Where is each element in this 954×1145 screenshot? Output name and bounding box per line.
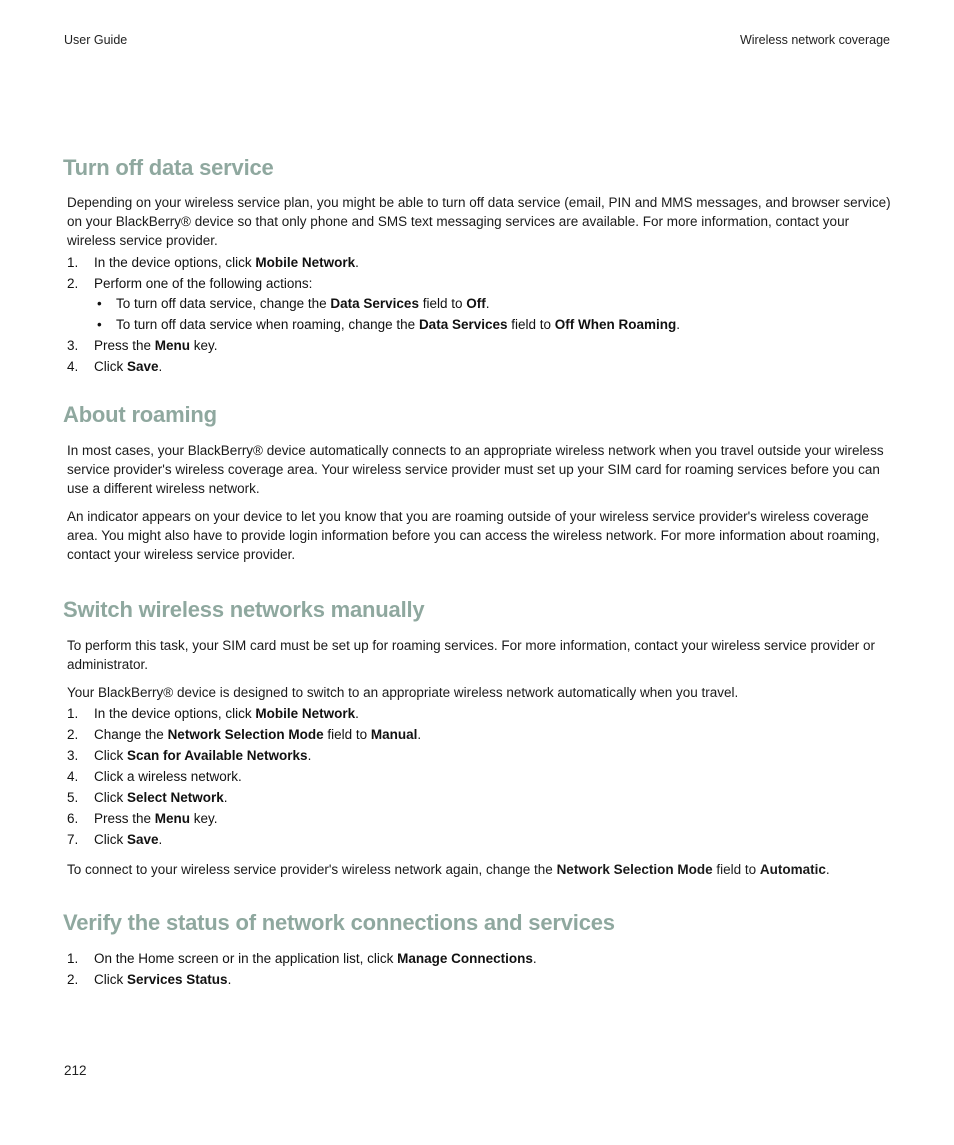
list-item: 2. Click Services Status. bbox=[67, 972, 232, 987]
list-item: 5. Click Select Network. bbox=[67, 790, 228, 805]
steps-list bbox=[63, 703, 892, 850]
running-header-left: User Guide bbox=[64, 33, 128, 47]
section-heading: Turn off data service bbox=[63, 155, 274, 180]
running-header-right: Wireless network coverage bbox=[739, 33, 890, 47]
steps-list bbox=[63, 252, 892, 377]
paragraph: In most cases, your BlackBerry® device automatically connects to an appropriate wireless network when you travel outside your wireless service provider's wireless coverage area. Your wireless service provider must set up your SIM card for roaming services before you can use a different wireless network. bbox=[67, 443, 884, 496]
list-item: 1. In the device options, click Mobile Network. bbox=[67, 255, 359, 270]
section-heading: Switch wireless networks manually bbox=[63, 597, 425, 622]
paragraph: An indicator appears on your device to let you know that you are roaming outside of your wireless service provider's wireless coverage area. You might also have to provide login information before you can access the wireless network. For more information about roaming, contact your wireless service provider. bbox=[67, 509, 880, 562]
list-item: 7. Click Save. bbox=[67, 832, 163, 847]
section-turn-off-data-service bbox=[63, 155, 892, 377]
list-item: 2. Perform one of the following actions: • To turn off data service, change the Data Services field to Off. • To turn off data service when roaming, change the Data Services field to Off When Roaming. bbox=[67, 273, 892, 335]
paragraph: To perform this task, your SIM card must be set up for roaming services. For more information, contact your wireless service provider or administrator. bbox=[67, 638, 876, 672]
section-verify-status bbox=[63, 910, 892, 990]
bullet-item: • To turn off data service when roaming, change the Data Services field to Off When Roaming. bbox=[94, 315, 892, 336]
list-item: 3. Click Scan for Available Networks. bbox=[67, 748, 312, 763]
list-item: 4. Click Save. bbox=[67, 359, 163, 374]
section-heading: Verify the status of network connections and services bbox=[63, 910, 615, 935]
bullet-item: • To turn off data service, change the Data Services field to Off. bbox=[94, 294, 892, 315]
list-item: 4. Click a wireless network. bbox=[67, 769, 242, 784]
bullet-list bbox=[94, 294, 892, 335]
steps-list bbox=[63, 948, 892, 990]
list-item: 1. On the Home screen or in the application list, click Manage Connections. bbox=[67, 951, 537, 966]
closing-paragraph: To connect to your wireless service provider's wireless network again, change the Network Selection Mode field to Automatic. bbox=[67, 862, 830, 877]
intro-paragraph: Depending on your wireless service plan, you might be able to turn off data service (email, PIN and MMS messages, and browser service) on your BlackBerry® device so that only phone and SMS text messaging services are available. For more information, contact your wireless service provider. bbox=[67, 195, 891, 248]
list-item: 3. Press the Menu key. bbox=[67, 338, 218, 353]
list-item: 1. In the device options, click Mobile Network. bbox=[67, 706, 359, 721]
list-item: 6. Press the Menu key. bbox=[67, 811, 218, 826]
list-item: 2. Change the Network Selection Mode field to Manual. bbox=[67, 727, 422, 742]
page-number: 212 bbox=[64, 1063, 87, 1078]
paragraph: Your BlackBerry® device is designed to switch to an appropriate wireless network automatically when you travel. bbox=[67, 685, 739, 700]
section-switch-networks-manually bbox=[63, 597, 892, 879]
section-heading: About roaming bbox=[63, 402, 217, 427]
section-about-roaming bbox=[63, 402, 892, 564]
